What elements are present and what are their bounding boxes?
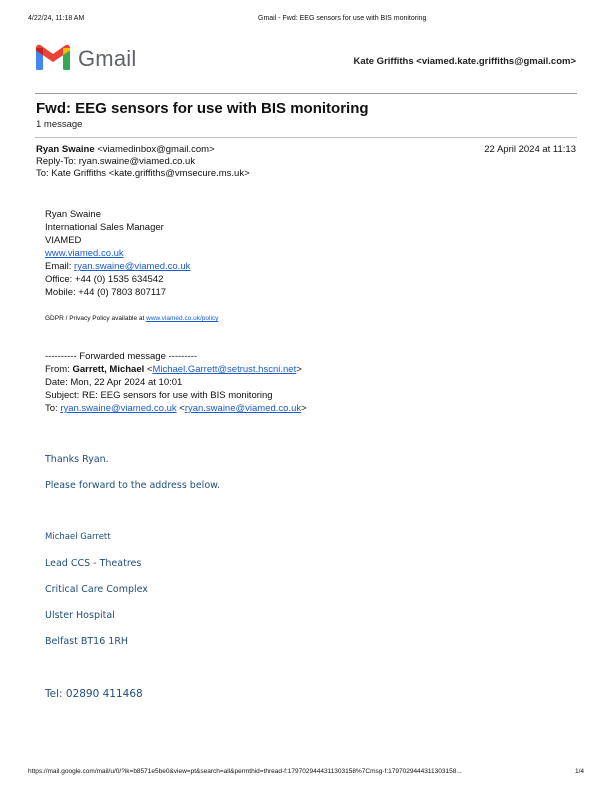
print-footer-url: https://mail.google.com/mail/u/0/?ik=b8571e5be0&view=pt&search=all&permthid=thread-f:1797029444311303158%7Cmsg-f:1797029444311303158... xyxy=(28,768,462,775)
recipient-to: To: Kate Griffiths <kate.griffiths@vmsecure.ms.uk> xyxy=(36,168,250,179)
print-page-number: 1/4 xyxy=(574,768,584,775)
forwarded-from xyxy=(45,364,302,376)
signature-email-link[interactable]: ryan.swaine@viamed.co.uk xyxy=(74,261,191,272)
signature-mobile: Mobile: +44 (0) 7803 807117 xyxy=(45,287,167,298)
fwd-from-email-link[interactable]: Michael.Garrett@setrust.hscni.net xyxy=(152,364,297,375)
gdpr-policy-link[interactable]: www.viamed.co.uk/policy xyxy=(146,315,219,322)
address-department: Critical Care Complex xyxy=(45,584,148,595)
gmail-wordmark: Gmail xyxy=(78,46,137,71)
address-site: Ulster Hospital xyxy=(45,610,115,621)
fwd-to-email-link-2[interactable]: ryan.swaine@viamed.co.uk xyxy=(184,403,302,414)
forwarded-divider: ---------- Forwarded message --------- xyxy=(45,351,197,362)
fwd-to-open: < xyxy=(176,403,185,414)
body-thanks: Thanks Ryan. xyxy=(45,454,109,465)
fwd-from-name: Garrett, Michael xyxy=(72,364,145,375)
website-link-text[interactable]: www.viamed.co.uk xyxy=(45,248,124,259)
fwd-from-close: > xyxy=(296,364,302,375)
forwarded-date: Date: Mon, 22 Apr 2024 at 10:01 xyxy=(45,377,183,388)
address-role: Lead CCS - Theatres xyxy=(45,558,142,569)
forwarded-to xyxy=(45,403,307,415)
fwd-from-label: From: xyxy=(45,364,73,375)
message-count: 1 message xyxy=(36,119,83,130)
address-city: Belfast BT16 1RH xyxy=(45,636,129,647)
sender-email: <viamedinbox@gmail.com> xyxy=(97,144,215,155)
fwd-to-email-link[interactable]: ryan.swaine@viamed.co.uk xyxy=(60,403,177,414)
print-page-title: Gmail - Fwd: EEG sensors for use with BIS monitoring xyxy=(258,15,427,22)
fwd-to-close: > xyxy=(301,403,307,414)
message-date: 22 April 2024 at 11:13 xyxy=(484,144,576,155)
signature-name: Ryan Swaine xyxy=(45,209,101,220)
thread-subject: Fwd: EEG sensors for use with BIS monitoring xyxy=(36,100,369,117)
print-datetime: 4/22/24, 11:18 AM xyxy=(28,15,85,22)
fwd-to-label: To: xyxy=(45,403,61,414)
address-name: Michael Garrett xyxy=(45,532,111,542)
sender-name: Ryan Swaine xyxy=(36,144,95,155)
address-telephone: Tel: 02890 411468 xyxy=(45,688,143,700)
signature-title: International Sales Manager xyxy=(45,222,164,233)
header-divider xyxy=(35,93,577,94)
message-from xyxy=(36,144,215,156)
signature-email xyxy=(45,261,190,273)
reply-to: Reply-To: ryan.swaine@viamed.co.uk xyxy=(36,156,196,167)
thread-divider xyxy=(35,137,577,138)
gmail-logo-icon xyxy=(36,44,70,71)
forwarded-subject: Subject: RE: EEG sensors for use with BIS monitoring xyxy=(45,390,273,401)
fwd-from-open: < xyxy=(144,364,153,375)
body-forward-request: Please forward to the address below. xyxy=(45,480,221,491)
gdpr-notice xyxy=(45,315,218,322)
email-label: Email: xyxy=(45,261,75,272)
gdpr-text: GDPR / Privacy Policy available at xyxy=(45,315,147,322)
account-label: Kate Griffiths <viamed.kate.griffiths@gmail.com> xyxy=(353,56,576,67)
signature-website-link[interactable] xyxy=(45,248,124,260)
signature-office: Office: +44 (0) 1535 634542 xyxy=(45,274,164,285)
signature-company: VIAMED xyxy=(45,235,82,246)
